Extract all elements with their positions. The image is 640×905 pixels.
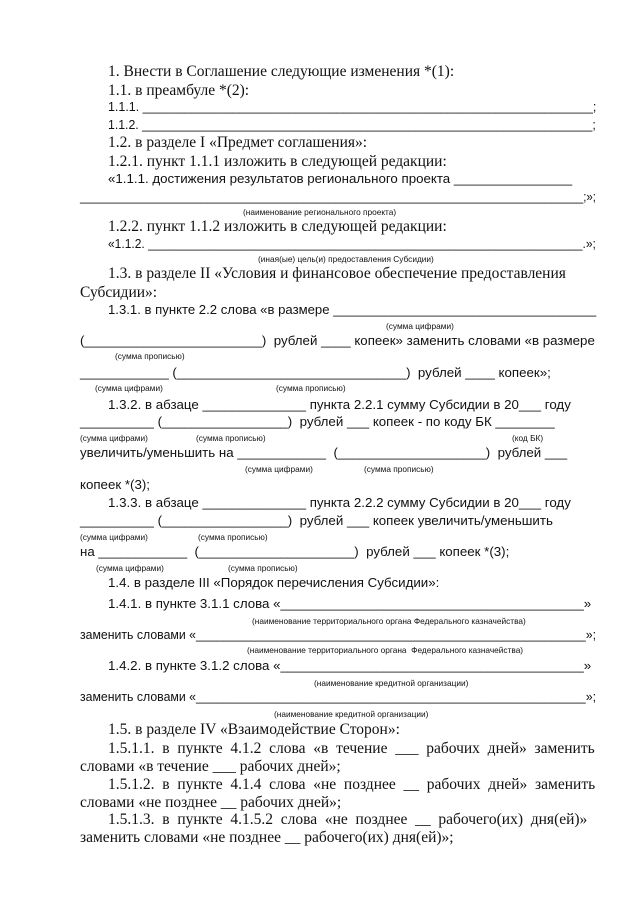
text-line: заменить словами «_________________________________________________________»;: [80, 627, 597, 642]
text-line: __________ (_________________) рублей ___ копеек - по коду БК ________: [80, 414, 555, 429]
caption: (сумма прописью): [228, 563, 298, 573]
caption: (сумма прописью): [196, 433, 266, 443]
text-line: 1.4. в разделе III «Порядок перечисления Субсидии»:: [108, 575, 440, 590]
text-line: 1.5.1.3. в пункте 4.1.5.2 слова «не позднее __ рабочего(их) дня(ей)»: [108, 811, 588, 828]
caption: (наименование территориального органа Федерального казначейства): [247, 645, 524, 655]
text-line: увеличить/уменьшить на ____________ (____________________) рублей ___: [80, 445, 568, 460]
text-line: 1.3.1. в пункте 2.2 слова «в размере ____________________________________: [108, 302, 597, 317]
caption: (иная(ые) цель(и) предоставления Субсидии): [258, 254, 434, 264]
text-line: «1.1.1. достижения результатов регионального проекта ________________: [108, 171, 573, 186]
caption: (сумма цифрами): [245, 464, 313, 474]
caption: (код БК): [512, 433, 544, 443]
caption: (сумма прописью): [198, 532, 268, 542]
text-line: 1.2. в разделе I «Предмет соглашения»:: [108, 134, 368, 151]
text-line: 1.2.2. пункт 1.1.2 изложить в следующей редакции:: [108, 218, 447, 235]
text-line: __________ (_________________) рублей ___ копеек увеличить/уменьшить: [80, 513, 553, 528]
caption: (сумма прописью): [364, 464, 434, 474]
text-line: 1.5.1.2. в пункте 4.1.4 слова «не позднее __ рабочих дней» заменить: [108, 776, 596, 793]
text-line: 1.5. в разделе IV «Взаимодействие Сторон»:: [108, 721, 400, 738]
caption: (наименование регионального проекта): [243, 207, 397, 217]
text-line: «1.1.2. _________________________________________________________________.»;: [108, 236, 596, 251]
text-line: 1.1.1. _________________________________________________________________;: [108, 99, 597, 114]
caption: (наименование кредитной организации): [314, 678, 469, 688]
text-line: заменить словами «не позднее __ рабочего(их) дня(ей)»;: [80, 829, 454, 846]
caption: (сумма прописью): [115, 351, 185, 361]
text-line: ____________ (_______________________________) рублей ____ копеек»;: [80, 365, 551, 380]
text-line: 1.3. в разделе II «Условия и финансовое обеспечение предоставления: [108, 265, 566, 282]
text-line: 1.3.2. в абзаце ______________ пункта 2.2.1 сумму Субсидии в 20___ году: [108, 397, 571, 412]
text-line: Субсидии»:: [80, 284, 158, 301]
text-line: 1.2.1. пункт 1.1.1 изложить в следующей редакции:: [108, 153, 447, 170]
text-line: на ____________ (_____________________) рублей ___ копеек *(3);: [80, 544, 510, 559]
text-line: 1.5.1.1. в пункте 4.1.2 слова «в течение ___ рабочих дней» заменить: [108, 740, 595, 757]
caption: (сумма цифрами): [80, 532, 148, 542]
text-line: 1. Внести в Соглашение следующие изменения *(1):: [108, 63, 455, 80]
text-line: копеек *(3);: [80, 477, 150, 492]
text-line: словами «в течение ___ рабочих дней»;: [80, 758, 341, 775]
caption: (сумма цифрами): [80, 433, 148, 443]
text-line: _______________________________________________________________________________;»;: [80, 189, 596, 204]
caption: (сумма цифрами): [386, 321, 454, 331]
text-line: (________________________) рублей ____ копеек» заменить словами «в размере: [80, 333, 595, 348]
caption: (наименование кредитной организации): [274, 709, 429, 719]
caption: (сумма прописью): [276, 383, 346, 393]
caption: (сумма цифрами): [96, 563, 164, 573]
text-line: 1.1. в преамбуле *(2):: [108, 82, 250, 99]
text-line: 1.4.1. в пункте 3.1.1 слова «_________________________________________»: [108, 596, 592, 611]
text-line: 1.4.2. в пункте 3.1.2 слова «_________________________________________»: [108, 658, 592, 673]
text-line: 1.3.3. в абзаце ______________ пункта 2.2.2 сумму Субсидии в 20___ году: [108, 495, 571, 510]
text-line: заменить словами «_________________________________________________________»;: [80, 689, 597, 704]
caption: (сумма цифрами): [95, 383, 163, 393]
text-line: 1.1.2. __________________________________________________________________;: [108, 117, 596, 132]
text-line: словами «не позднее __ рабочих дней»;: [80, 794, 342, 811]
caption: (наименование территориального органа Федерального казначейства): [252, 616, 526, 626]
